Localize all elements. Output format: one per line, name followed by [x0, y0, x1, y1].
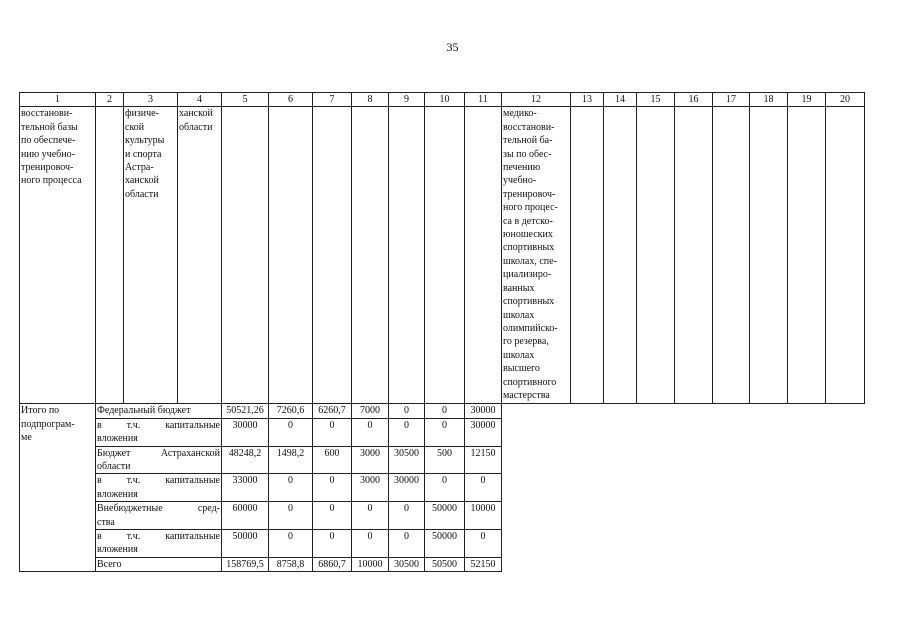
body-cell-empty	[750, 107, 788, 404]
value-cell: 30500	[389, 446, 425, 474]
value-cell: 0	[352, 418, 389, 446]
body-cell-empty	[604, 107, 637, 404]
source-label: в т.ч. капитальные вложения	[97, 531, 220, 556]
value-cell: 52150	[465, 557, 502, 571]
value-cell: 0	[269, 502, 313, 530]
value-cell: 0	[269, 418, 313, 446]
value-cell: 0	[389, 530, 425, 558]
value-cell: 0	[352, 530, 389, 558]
blank-area	[502, 404, 865, 572]
header-cell: 6	[269, 93, 313, 107]
value-cell: 0	[425, 404, 465, 418]
header-cell: 7	[313, 93, 352, 107]
page-number: 35	[446, 40, 459, 54]
value-cell: 30000	[389, 474, 425, 502]
value-cell: 7000	[352, 404, 389, 418]
value-cell: 50521,26	[222, 404, 269, 418]
value-cell: 0	[465, 474, 502, 502]
value-cell: 30000	[465, 404, 502, 418]
body-cell-empty	[788, 107, 826, 404]
value-cell: 10000	[465, 502, 502, 530]
header-cell: 5	[222, 93, 269, 107]
value-cell: 6260,7	[313, 404, 352, 418]
value-cell: 0	[313, 474, 352, 502]
header-cell: 20	[826, 93, 865, 107]
header-cell: 17	[713, 93, 750, 107]
header-row	[20, 93, 865, 107]
value-cell: 30000	[222, 418, 269, 446]
header-cell: 18	[750, 93, 788, 107]
body-cell-col3: физиче- ской культуры и спорта Астра- ханской области	[124, 107, 178, 404]
value-cell: 3000	[352, 446, 389, 474]
body-cell-col2	[96, 107, 124, 404]
header-cell: 16	[675, 93, 713, 107]
source-label: в т.ч. капитальные вложения	[97, 475, 220, 500]
source-label: Внебюджетные сред- ства	[97, 503, 220, 528]
header-cell: 4	[178, 93, 222, 107]
body-cell-empty	[637, 107, 675, 404]
value-cell: 1498,2	[269, 446, 313, 474]
table-row	[20, 107, 865, 404]
header-cell: 2	[96, 93, 124, 107]
body-cell-empty	[425, 107, 465, 404]
body-cell-empty	[389, 107, 425, 404]
header-cell: 8	[352, 93, 389, 107]
source-label: в т.ч. капитальные вложения	[97, 419, 220, 445]
value-cell: 7260,6	[269, 404, 313, 418]
totals-label: Итого по подпрограм- ме	[20, 404, 96, 572]
source-label: Федеральный бюджет	[96, 404, 222, 418]
value-cell: 48248,2	[222, 446, 269, 474]
value-cell: 50500	[425, 557, 465, 571]
header-cell: 9	[389, 93, 425, 107]
header-cell: 19	[788, 93, 826, 107]
value-cell: 0	[425, 418, 465, 446]
body-cell-empty	[826, 107, 865, 404]
value-cell: 60000	[222, 502, 269, 530]
header-cell: 3	[124, 93, 178, 107]
value-cell: 600	[313, 446, 352, 474]
body-cell-empty	[713, 107, 750, 404]
body-cell-empty	[675, 107, 713, 404]
value-cell: 50000	[222, 530, 269, 558]
body-cell-empty	[269, 107, 313, 404]
totals-row	[20, 404, 865, 418]
value-cell: 0	[313, 502, 352, 530]
value-cell: 0	[465, 530, 502, 558]
body-cell-empty	[465, 107, 502, 404]
value-cell: 8758,8	[269, 557, 313, 571]
source-label: Всего	[96, 557, 222, 571]
value-cell: 0	[389, 418, 425, 446]
value-cell: 50000	[425, 530, 465, 558]
value-cell: 33000	[222, 474, 269, 502]
body-cell-col12: медико- восстанови- тельной ба- зы по обес- печению учебно- тренировоч- ного процес- са в детско- юношеских спортивных школах, спе- циализиро- ванных спортивных школах олимпийско- го резерва, школах высшего спортивного мастерства	[502, 107, 571, 404]
body-cell-empty	[352, 107, 389, 404]
header-cell: 13	[571, 93, 604, 107]
value-cell: 0	[313, 530, 352, 558]
body-cell-empty	[222, 107, 269, 404]
value-cell: 50000	[425, 502, 465, 530]
value-cell: 0	[269, 530, 313, 558]
value-cell: 12150	[465, 446, 502, 474]
header-cell: 10	[425, 93, 465, 107]
header-cell: 1	[20, 93, 96, 107]
header-cell: 12	[502, 93, 571, 107]
header-cell: 14	[604, 93, 637, 107]
value-cell: 30000	[465, 418, 502, 446]
header-cell: 15	[637, 93, 675, 107]
body-cell-col4: ханской области	[178, 107, 222, 404]
value-cell: 0	[389, 404, 425, 418]
value-cell: 0	[425, 474, 465, 502]
body-cell-empty	[313, 107, 352, 404]
value-cell: 0	[313, 418, 352, 446]
value-cell: 0	[269, 474, 313, 502]
value-cell: 6860,7	[313, 557, 352, 571]
value-cell: 0	[389, 502, 425, 530]
budget-table	[19, 92, 865, 572]
value-cell: 158769,5	[222, 557, 269, 571]
source-label: Бюджет Астраханской области	[97, 447, 220, 473]
value-cell: 10000	[352, 557, 389, 571]
header-cell: 11	[465, 93, 502, 107]
body-cell-empty	[571, 107, 604, 404]
value-cell: 500	[425, 446, 465, 474]
value-cell: 3000	[352, 474, 389, 502]
body-cell-col1: восстанови- тельной базы по обеспече- нию учебно- тренировоч- ного процесса	[20, 107, 96, 404]
value-cell: 30500	[389, 557, 425, 571]
value-cell: 0	[352, 502, 389, 530]
